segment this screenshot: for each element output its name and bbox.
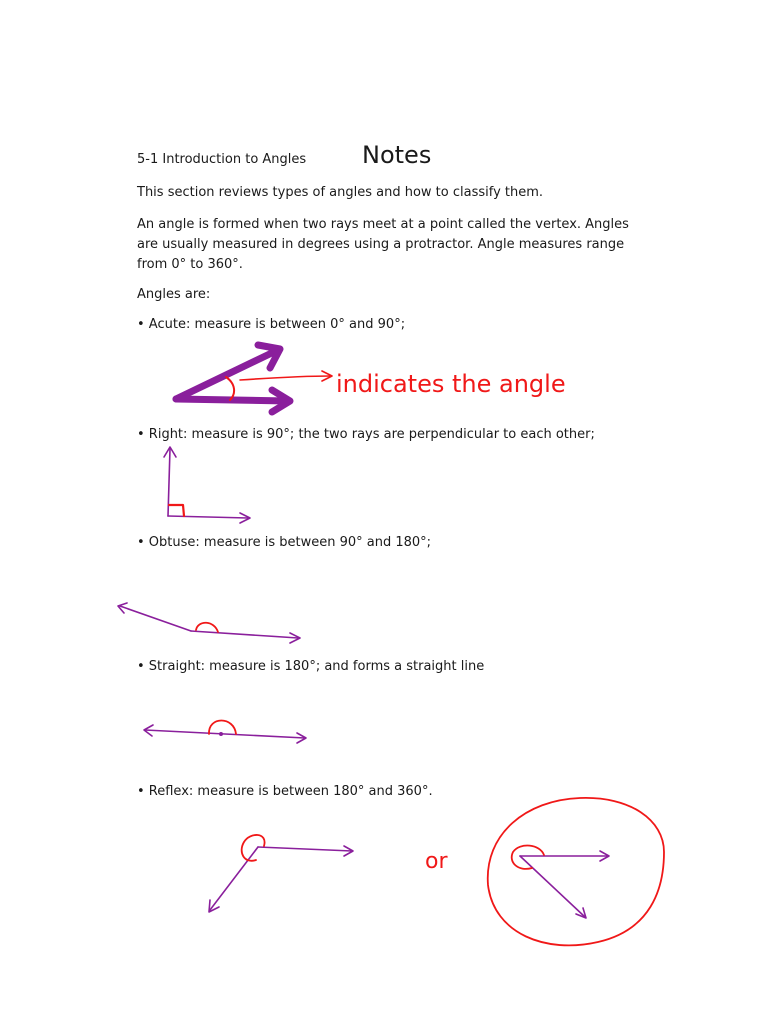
acute-definition: • Acute: measure is between 0° and 90°; — [137, 317, 406, 332]
obtuse-definition: • Obtuse: measure is between 90° and 180°; — [137, 535, 432, 550]
intro-text: This section reviews types of angles and how to classify them. — [137, 185, 544, 200]
straight-angle-sketch — [144, 721, 306, 744]
paragraph-line: An angle is formed when two rays meet at a point called the vertex. Angles — [137, 217, 629, 232]
or-label: or — [425, 849, 448, 874]
angles-are-label: Angles are: — [137, 287, 211, 302]
reflex-definition: • Reflex: measure is between 180° and 360°. — [137, 784, 433, 799]
straight-definition: • Straight: measure is 180°; and forms a straight line — [137, 659, 485, 674]
indicates-label: indicates the angle — [336, 370, 566, 398]
paragraph-line: are usually measured in degrees using a protractor. Angle measures range — [137, 237, 625, 252]
reflex-angle-sketch — [209, 835, 448, 912]
section-title: 5-1 Introduction to Angles — [137, 152, 307, 167]
right-definition: • Right: measure is 90°; the two rays are perpendicular to each other; — [137, 427, 595, 442]
notes-title: Notes — [362, 141, 432, 169]
reflex-angle-circled-sketch — [488, 798, 664, 946]
paragraph-line: from 0° to 360°. — [137, 257, 243, 272]
obtuse-angle-sketch — [118, 603, 300, 643]
acute-angle-sketch — [176, 345, 566, 412]
right-angle-sketch — [164, 447, 250, 523]
